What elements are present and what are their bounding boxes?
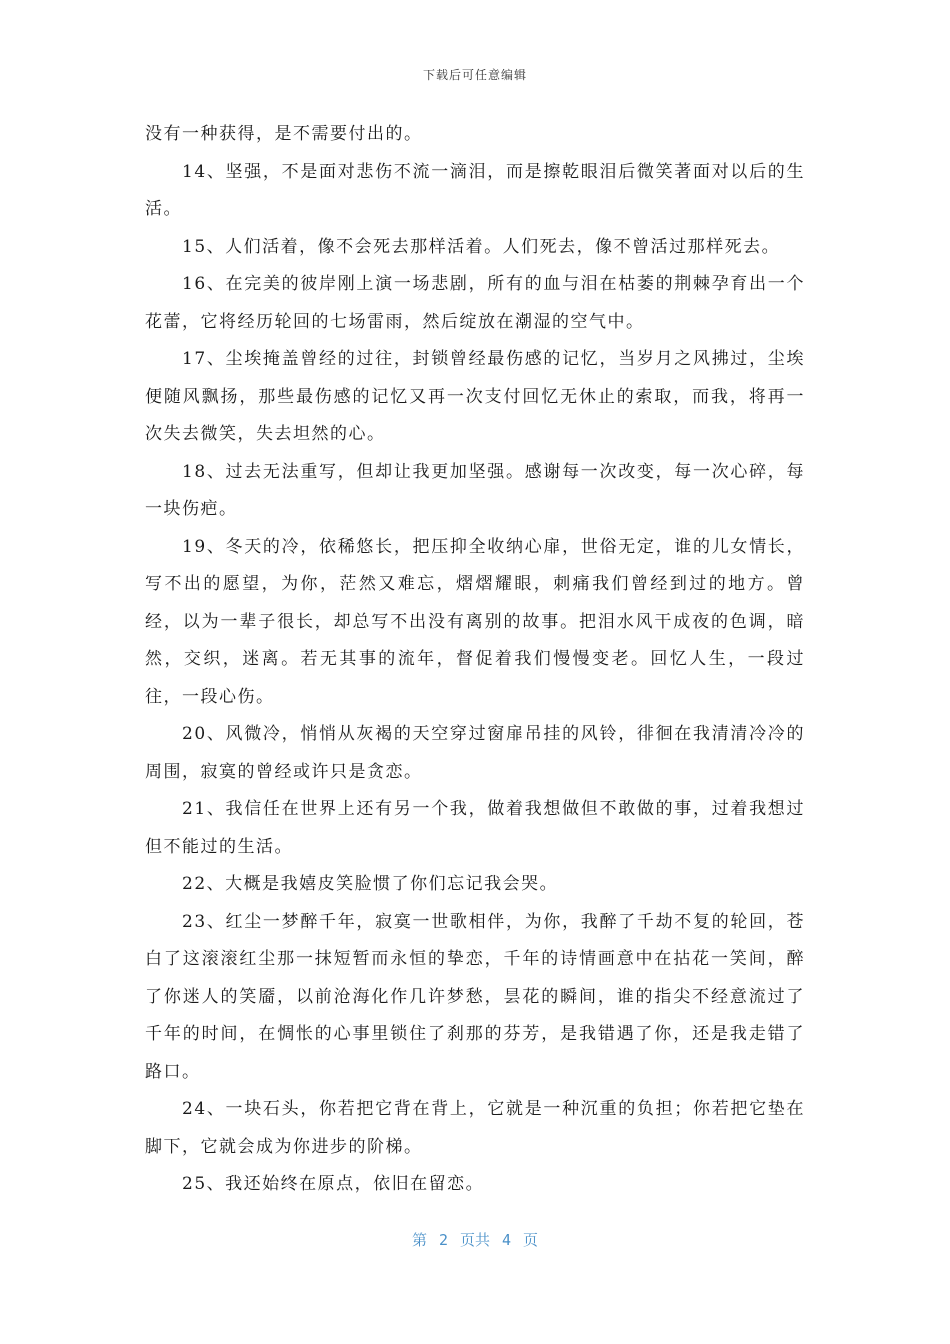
- paragraph-22: 22、大概是我嬉皮笑脸惯了你们忘记我会哭。: [182, 874, 559, 894]
- page-number-footer: [0, 1229, 950, 1250]
- paragraph-18: 18、过去无法重写，但却让我更加坚强。感谢每一次改变，每一次心碎，每一块伤疤。: [145, 461, 805, 519]
- paragraph-14: 14、坚强，不是面对悲伤不流一滴泪，而是擦乾眼泪后微笑著面对以后的生活。: [145, 161, 805, 219]
- page-label: 第: [411, 1231, 427, 1249]
- page-header: 下载后可任意编辑: [422, 68, 527, 82]
- paragraph-16: 16、在完美的彼岸刚上演一场悲剧，所有的血与泪在枯萎的荆棘孕育出一个花蕾，它将经历轮回的七场雷雨，然后绽放在潮湿的空气中。: [145, 274, 805, 332]
- paragraph-17: 17、尘埃掩盖曾经的过往，封锁曾经最伤感的记忆，当岁月之风拂过，尘埃便随风飘扬，那些最伤感的记忆又再一次支付回忆无休止的索取，而我，将再一次失去微笑，失去坦然的心。: [145, 349, 805, 444]
- paragraph-continuation: 没有一种获得，是不需要付出的。: [145, 124, 423, 144]
- current-page-number: 2: [438, 1231, 448, 1249]
- paragraph-24: 24、一块石头，你若把它背在背上，它就是一种沉重的负担；你若把它垫在脚下，它就会成为你进步的阶梯。: [145, 1099, 805, 1157]
- page-suffix: 页: [523, 1231, 539, 1249]
- document-body: [145, 116, 805, 1204]
- paragraph-19: 19、冬天的冷，依稀悠长，把压抑全收纳心扉，世俗无定，谁的儿女情长，写不出的愿望，为你，茫然又难忘，熠熠耀眼，刺痛我们曾经到过的地方。曾经，以为一辈子很长，却总写不出没有离别的故事。把泪水风干成夜的色调，暗然，交织，迷离。若无其事的流年，督促着我们慢慢变老。回忆人生，一段过往，一段心伤。: [145, 536, 805, 707]
- total-label: 页共: [459, 1231, 490, 1249]
- paragraph-25: 25、我还始终在原点，依旧在留恋。: [182, 1174, 485, 1194]
- paragraph-15: 15、人们活着，像不会死去那样活着。人们死去，像不曾活过那样死去。: [182, 236, 781, 257]
- total-pages-number: 4: [502, 1231, 512, 1249]
- paragraph-23: 23、红尘一梦醉千年，寂寞一世歌相伴，为你，我醉了千劫不复的轮回，苍白了这滚滚红尘那一抹短暂而永恒的挚恋，千年的诗情画意中在拈花一笑间，醉了你迷人的笑靥，以前沧海化作几许梦愁，昙花的瞬间，谁的指尖不经意流过了千年的时间，在惆怅的心事里锁住了刹那的芬芳，是我错遇了你，还是我走错了路口。: [145, 911, 805, 1082]
- paragraph-20: 20、风微冷，悄悄从灰褐的天空穿过窗扉吊挂的风铃，徘徊在我清清冷冷的周围，寂寞的曾经或许只是贪恋。: [145, 724, 805, 782]
- paragraph-21: 21、我信任在世界上还有另一个我，做着我想做但不敢做的事，过着我想过但不能过的生活。: [145, 799, 805, 857]
